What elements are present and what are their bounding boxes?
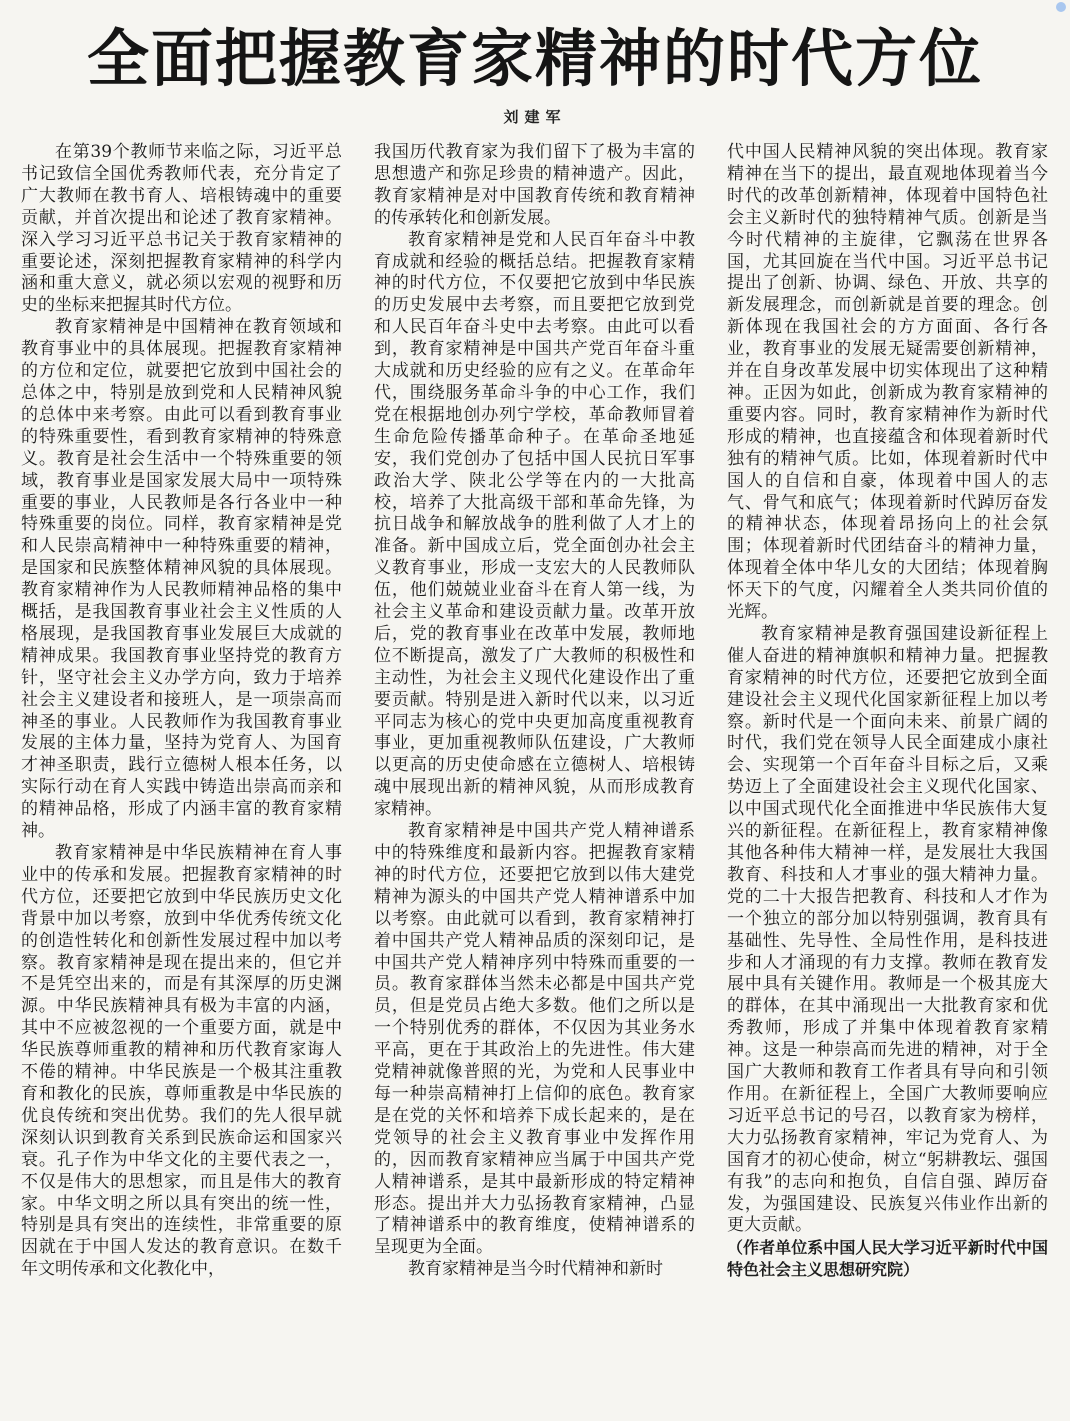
paragraph: 教育家精神是中国共产党人精神谱系中的特殊维度和最新内容。把握教育家精神的时代方位，还要把它放到以伟大建党精神为源头的中国共产党人精神谱系中加以考察。由此就可以看到，教育家精神打着中国共产党人精神品质的深刻印记，是中国共产党人精神序列中特殊而重要的一员。教育家群体当然未必都是中国共产党员，但是党员占绝大多数。他们之所以是一个特别优秀的群体，不仅因为其业务水平高，更在于其政治上的先进性。伟大建党精神就像普照的光，为党和人民事业中每一种崇高精神打上信仰的底色。教育家是在党的关怀和培养下成长起来的，是在党领导的社会主义教育事业中发挥作用的，因而教育家精神应当属于中国共产党人精神谱系，是其中最新形成的特定精神形态。提出并大力弘扬教育家精神，凸显了精神谱系中的教育维度，使精神谱系的呈现更为全面。 xyxy=(374,821,695,1258)
paragraph: 教育家精神是中华民族精神在育人事业中的传承和发展。把握教育家精神的时代方位，还要把它放到中华民族历史文化背景中加以考察，放到中华优秀传统文化的创造性转化和创新性发展过程中加以考察。教育家精神是现在提出来的，但它并不是凭空出来的，而是有其深厚的历史渊源。中华民族精神具有极为丰富的内涵，其中不应被忽视的一个重要方面，就是中华民族尊师重教的精神和历代教育家诲人不倦的精神。中华民族是一个极其注重教育和教化的民族，尊师重教是中华民族的优良传统和突出优势。我们的先人很早就深刻认识到教育关系到民族命运和国家兴衰。孔子作为中华文化的主要代表之一，不仅是伟大的思想家，而且是伟大的教育家。中华文明之所以具有突出的统一性，特别是具有突出的连续性，非常重要的原因就在于中国人发达的教育意识。在数千年文明传承和文化教化中， xyxy=(21,843,342,1280)
article-title: 全面把握教育家精神的时代方位 xyxy=(86,22,983,95)
article-column-3 xyxy=(727,142,1048,1414)
paragraph: 教育家精神是党和人民百年奋斗中教育成就和经验的概括总结。把握教育家精神的时代方位，不仅要把它放到中华民族的历史发展中去考察，而且要把它放到党和人民百年奋斗史中去考察。由此可以看到，教育家精神是中国共产党百年奋斗重大成就和历史经验的应有之义。在革命年代，围绕服务革命斗争的中心工作，我们党在根据地创办列宁学校，革命教师冒着生命危险传播革命种子。在革命圣地延安，我们党创办了包括中国人民抗日军事政治大学、陕北公学等在内的一大批高校，培养了大批高级干部和革命先锋，为抗日战争和解放战争的胜利做了人才上的准备。新中国成立后，党全面创办社会主义教育事业，形成一支宏大的人民教师队伍，他们兢兢业业奋斗在育人第一线，为社会主义革命和建设贡献力量。改革开放后，党的教育事业在改革中发展，教师地位不断提高，激发了广大教师的积极性和主动性，为社会主义现代化建设作出了重要贡献。特别是进入新时代以来，以习近平同志为核心的党中央更加高度重视教育事业，更加重视教师队伍建设，广大教师以更高的历史使命感在立德树人、培根铸魂中展现出新的精神风貌，从而形成教育家精神。 xyxy=(374,229,695,820)
corner-decoration xyxy=(1056,2,1066,12)
paragraph: 教育家精神是当今时代精神和新时 xyxy=(408,1259,663,1280)
article-column-1 xyxy=(21,142,342,1414)
paragraph: 教育家精神是中国精神在教育领域和教育事业中的具体展现。把握教育家精神的方位和定位，就要把它放到中国社会的总体之中，特别是放到党和人民精神风貌的总体中来考察。由此可以看到教育事业的特殊重要性，看到教育家精神的特殊意义。教育是社会生活中一个特殊重要的领域，教育事业是国家发展大局中一项特殊重要的事业，人民教师是各行各业中一种特殊重要的岗位。同样，教育家精神是党和人民崇高精神中一种特殊重要的精神，是国家和民族整体精神风貌的具体展现。教育家精神作为人民教师精神品格的集中概括，是我国教育事业社会主义性质的人格展现，是我国教育事业发展巨大成就的精神成果。我国教育事业坚持党的教育方针，坚守社会主义办学方向，致力于培养社会主义建设者和接班人，是一项崇高而神圣的事业。人民教师作为我国教育事业发展的主体力量，坚持为党育人、为国育才神圣职责，践行立德树人根本任务，以实际行动在育人实践中铸造出崇高而亲和的精神品格，形成了内涵丰富的教育家精神。 xyxy=(21,317,342,842)
paragraph: 代中国人民精神风貌的突出体现。教育家精神在当下的提出，最直观地体现着当今时代的改革创新精神，体现着中国特色社会主义新时代的独特精神气质。创新是当今时代精神的主旋律，它飘荡在世界各国，尤其回旋在当代中国。习近平总书记提出了创新、协调、绿色、开放、共享的新发展理念，而创新就是首要的理念。创新体现在我国社会的方方面面、各行各业，教育事业的发展无疑需要创新精神，并在自身改革发展中切实体现出了这种精神。正因为如此，创新成为教育家精神的重要内容。同时，教育家精神作为新时代形成的精神，也直接蕴含和体现着新时代独有的精神气质。比如，体现着新时代中国人的自信和自豪，体现着中国人的志气、骨气和底气；体现着新时代踔厉奋发的精神状态，体现着昂扬向上的社会氛围；体现着新时代团结奋斗的精神力量，体现着全体中华儿女的大团结；体现着胸怀天下的气度，闪耀着全人类共同价值的光辉。 xyxy=(727,142,1048,623)
paragraph: 在第39个教师节来临之际，习近平总书记致信全国优秀教师代表，充分肯定了广大教师在教书育人、培根铸魂中的重要贡献，并首次提出和论述了教育家精神。深入学习习近平总书记关于教育家精神的重要论述，深刻把握教育家精神的科学内涵和重大意义，就必须以宏观的视野和历史的坐标来把握其时代方位。 xyxy=(21,142,342,316)
article-column-2 xyxy=(374,142,695,1414)
article-author: 刘建军 xyxy=(503,108,567,126)
paragraph: 我国历代教育家为我们留下了极为丰富的思想遗产和弥足珍贵的精神遗产。因此，教育家精神是对中国教育传统和教育精神的传承转化和创新发展。 xyxy=(374,142,695,228)
author-affiliation-note: （作者单位系中国人民大学习近平新时代中国特色社会主义思想研究院） xyxy=(727,1238,1048,1280)
paragraph: 教育家精神是教育强国建设新征程上催人奋进的精神旗帜和精神力量。把握教育家精神的时代方位，还要把它放到全面建设社会主义现代化国家新征程上加以考察。新时代是一个面向未来、前景广阔的时代，我们党在领导人民全面建成小康社会、实现第一个百年奋斗目标之后，又乘势迈上了全面建设社会主义现代化国家、以中国式现代化全面推进中华民族伟大复兴的新征程。在新征程上，教育家精神像其他各种伟大精神一样，是发展壮大我国教育、科技和人才事业的强大精神力量。党的二十大报告把教育、科技和人才作为一个独立的部分加以特别强调，教育具有基础性、先导性、全局性作用，是科技进步和人才涌现的有力支撑。教师在教育发展中具有关键作用。教师是一个极其庞大的群体，在其中涌现出一大批教育家和优秀教师，形成了并集中体现着教育家精神。这是一种崇高而先进的精神，对于全国广大教师和教育工作者具有导向和引领作用。在新征程上，全国广大教师要响应习近平总书记的号召，以教育家为榜样，大力弘扬教育家精神，牢记为党育人、为国育才的初心使命，树立“躬耕教坛、强国有我”的志向和抱负，自信自强、踔厉奋发，为强国建设、民族复兴伟业作出新的更大贡献。 xyxy=(727,623,1048,1236)
